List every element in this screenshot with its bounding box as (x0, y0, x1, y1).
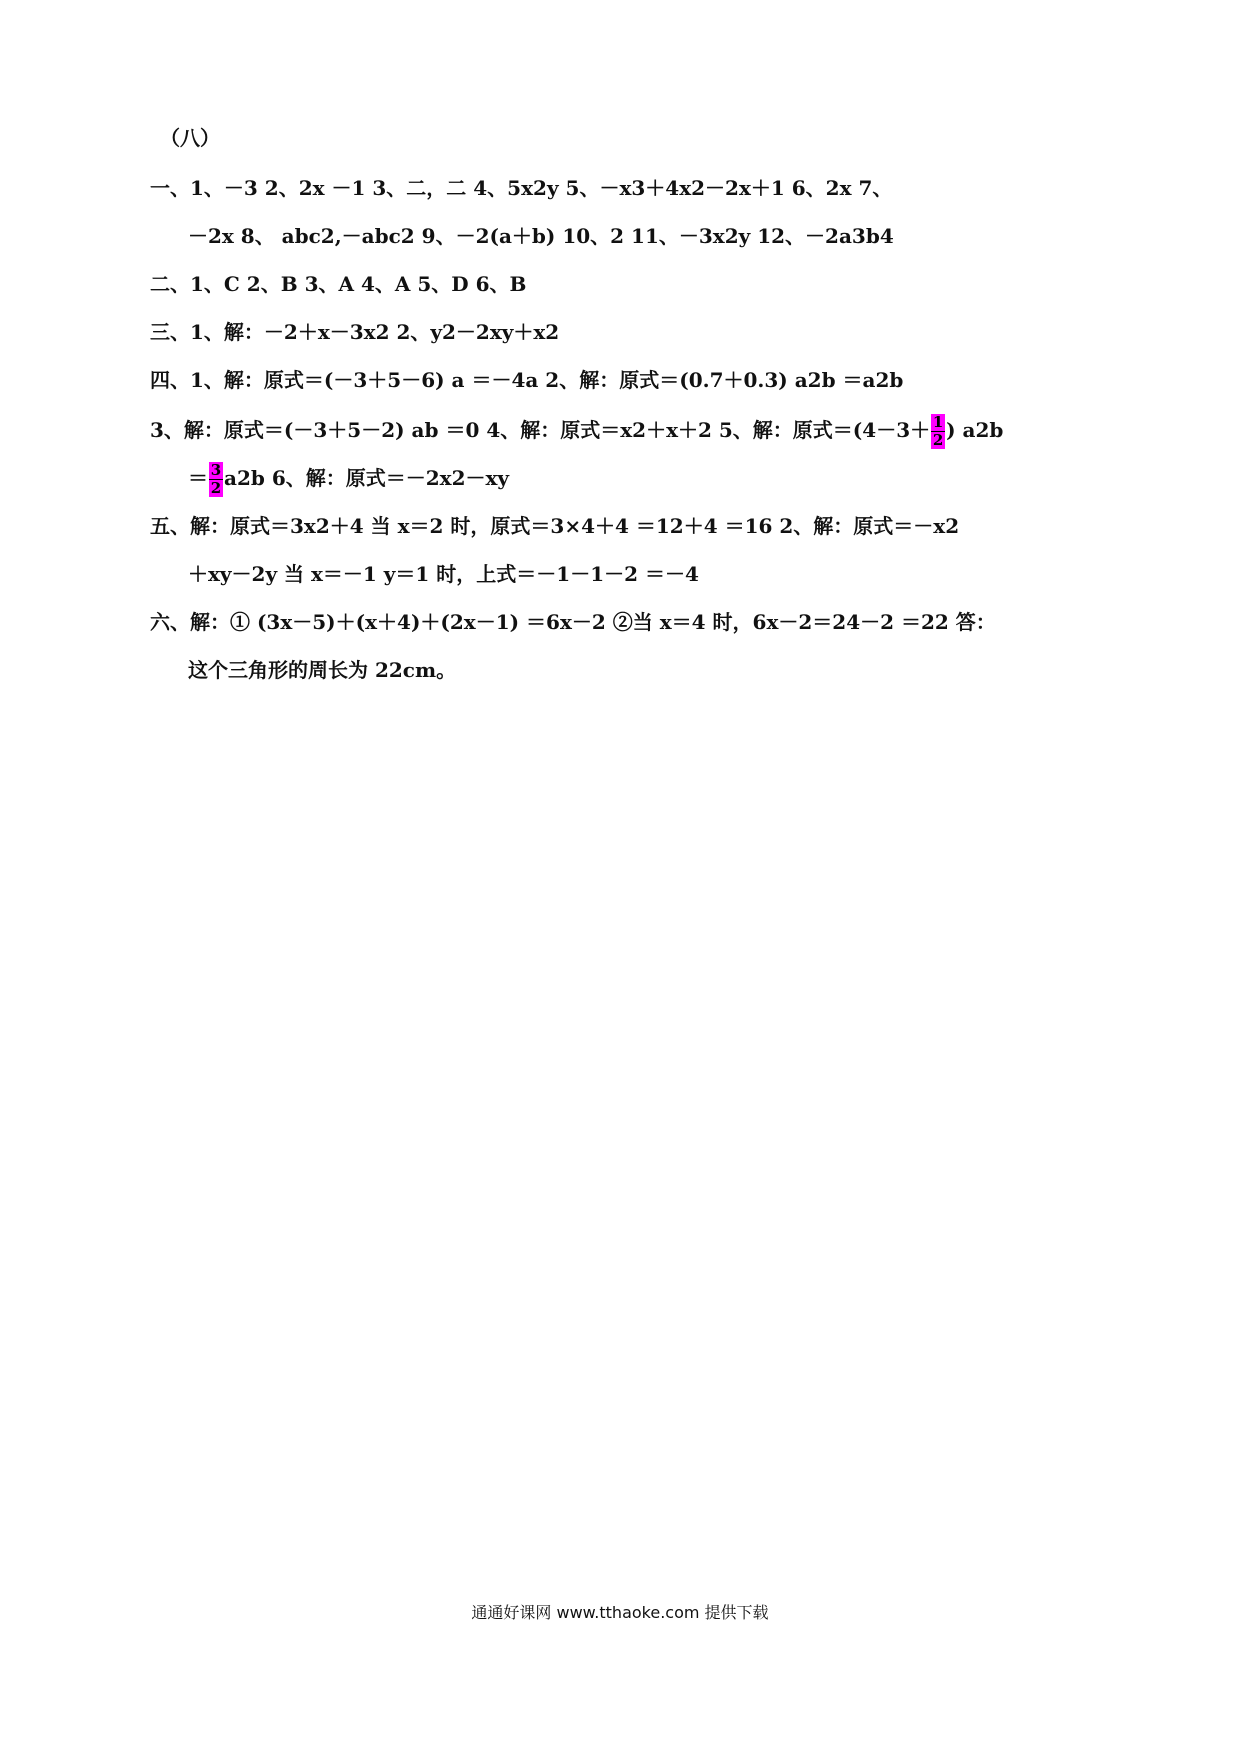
answer-line-7 (188, 462, 509, 497)
fraction-denominator: 2 (210, 479, 222, 497)
fraction-three-halves (209, 462, 223, 497)
section-heading: （八） (160, 126, 220, 150)
fraction-numerator: 3 (210, 461, 222, 479)
answer-line-4: 三、1、解：－2＋x－3x2 2、y2－2xy＋x2 (150, 320, 560, 344)
answer-line-2: －2x 8、 abc2,－abc2 9、－2(a＋b) 10、2 11、－3x2y 12、－2a3b4 (188, 224, 894, 248)
answer-line-6-text-a: 3、解：原式＝(－3＋5－2) ab ＝0 4、解：原式＝x2＋x＋2 5、解：原式＝(4－3＋ (150, 418, 931, 442)
answer-line-6 (150, 414, 1003, 449)
answer-line-7-text-a: ＝ (188, 466, 208, 490)
answer-line-7-text-b: a2b 6、解：原式＝－2x2－xy (224, 466, 510, 490)
answer-line-1: 一、1、－3 2、2x －1 3、二，二 4、5x2y 5、－x3＋4x2－2x＋1 6、2x 7、 (150, 176, 893, 200)
answer-line-3: 二、1、C 2、B 3、A 4、A 5、D 6、B (150, 272, 527, 296)
answer-line-8: 五、解：原式＝3x2＋4 当 x＝2 时，原式＝3×4＋4 ＝12＋4 ＝16 2、解：原式＝－x2 (150, 514, 960, 538)
answer-line-11: 这个三角形的周长为 22cm。 (188, 658, 457, 682)
fraction-one-half (931, 414, 945, 449)
fraction-numerator: 1 (932, 413, 944, 431)
answer-line-6-text-b: ) a2b (946, 418, 1004, 442)
answer-line-10: 六、解：① (3x－5)＋(x＋4)＋(2x－1) ＝6x－2 ②当 x＝4 时，6x－2＝24－2 ＝22 答： (150, 610, 996, 634)
answer-line-9: ＋xy－2y 当 x＝－1 y＝1 时，上式＝－1－1－2 ＝－4 (188, 562, 699, 586)
answer-line-5: 四、1、解：原式＝(－3＋5－6) a ＝－4a 2、解：原式＝(0.7＋0.3) a2b ＝a2b (150, 368, 904, 392)
fraction-denominator: 2 (932, 431, 944, 449)
page-footer: 通通好课网 www.tthaoke.com 提供下载 (471, 1603, 769, 1622)
